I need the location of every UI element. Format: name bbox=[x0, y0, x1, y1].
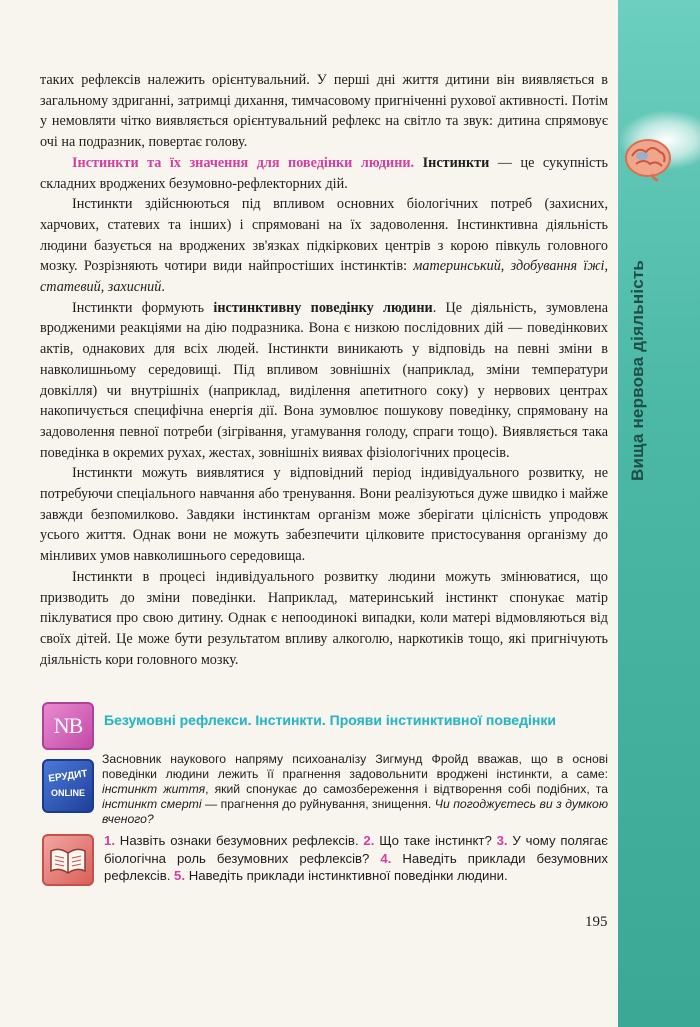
question-number: 2. bbox=[363, 833, 375, 848]
paragraph-3 bbox=[40, 194, 608, 298]
erudit-online-badge bbox=[42, 759, 94, 813]
term-life-instinct: інстинкт життя bbox=[102, 782, 206, 796]
term-death-instinct: інстинкт смерті bbox=[102, 797, 202, 811]
erudit-text bbox=[102, 752, 608, 827]
erudit-text-3: , який спонукає до самозбереження і відтворення собі подібних, та bbox=[205, 782, 608, 796]
question-number: 4. bbox=[380, 850, 392, 866]
paragraph-6: Інстинкти в процесі індивідуального розвитку людини можуть змінюватися, що призводить до зміни поведінки. Наприклад, материнський інстинкт спонукає матір піклуватися про свою дитину. Однак є непоодинокі випадки, коли матері відмовляються від своїх дітей. Це може бути результатом впливу алкоголю, наркотиків тощо, які пригнічують діяльність кори головного мозку. bbox=[40, 568, 608, 668]
paragraph-2-rest: — це сукупність складних вроджених безумовно-рефлекторних дій. bbox=[40, 154, 608, 192]
paragraph-2 bbox=[40, 153, 608, 194]
page-number: 195 bbox=[585, 914, 608, 930]
online-label: ONLINE bbox=[50, 788, 85, 798]
paragraph-3-end: . bbox=[161, 279, 165, 296]
brain-icon bbox=[622, 134, 674, 182]
review-questions bbox=[104, 832, 608, 885]
question-number: 3. bbox=[496, 833, 508, 848]
paragraph-5: Інстинкти можуть виявлятися у відповідний період індивідуального розвитку, не потребуючи спеціального навчання або тренування. Вони реалізуються дуже швидко і майже завжди безпомилково. Завдяки інстинктам організм може зберігати цілісність упродовж усього життя. Однак вони не можуть забезпечити цілковите пристосування організму до мінливих умов навколишнього середовища. bbox=[40, 465, 608, 565]
erudit-text-5: — прагнення до руйнування, знищення. bbox=[201, 797, 435, 811]
term-instinctive-behavior: інстинктивну поведінку людини bbox=[213, 299, 433, 316]
erudit-label: ЕРУДИТ bbox=[47, 768, 89, 785]
section-heading: Інстинкти та їх значення для поведінки людини. bbox=[72, 154, 415, 171]
paragraph-3-text: Інстинкти здійснюються під впливом основних біологічних потреб (захисних, харчових, статевих та інших) і спрямовані на їх задоволення. Інстинктивна діяльність людини базується на вроджених зв'язках підкіркових центрів з корою півкуль головного мозку. Розрізняють чотири види найпростіших інстинктів: bbox=[40, 196, 608, 275]
question-4: Наведіть приклади безумовних рефлексів. bbox=[104, 850, 608, 883]
term-instincts: Інстинкти bbox=[422, 154, 490, 171]
instinct-types: материнський, здобування їжі, статевий, захисний bbox=[40, 258, 609, 296]
chapter-side-title: Вища нервова діяльність bbox=[628, 259, 647, 481]
question-5: Наведіть приклади інстинктивної поведінки людини. bbox=[185, 868, 508, 883]
paragraph-4-rest: . Це діяльність, зумовлена вродженими реакціями на дію подразника. Вона є низкою послідовних дій — поведінкових актів, однакових для всіх людей. Інстинкти виникають у відповідь на певні зміни в навколишньому середовищі. Під впливом зовнішніх (наприклад, зміни температури довкілля) чи внутрішніх (наприклад, виділення апетитного соку) у нервових центрах накопичується специфічна енергія дії. Вона зумовлює пошукову поведінку, спрямовану на задоволення певної потреби (зігрівання, угамування голоду, спраги тощо). Виявляється така поведінка в окремих рухах, жестах, зовнішніх виявах фізіологічних процесів. bbox=[40, 299, 609, 461]
paragraph-1: таких рефлексів належить орієнтувальний. У перші дні життя дитини він виявляється в загальному здриганні, затримці дихання, тимчасовому пригніченні рухової активності. Потім у немовляти чітко виявляється орієнтувальний рефлекс на світло та звук: дитина спрямовує очі на подразник, повертає голову. bbox=[40, 72, 608, 151]
question-3: У чому полягає біологічна роль безумовних рефлексів? bbox=[104, 833, 608, 866]
question-number: 5. bbox=[174, 868, 186, 883]
paragraph-4-start: Інстинкти формують bbox=[72, 299, 214, 316]
erudit-question: Чи погоджуєтесь ви з думкою вченого? bbox=[102, 797, 608, 826]
question-2: Що таке інстинкт? bbox=[374, 833, 497, 848]
erudit-text-1: Засновник наукового напряму психоаналізу Зигмунд Фройд вважав, що в основі поведінки людини лежить її прагнення задовольнити вроджені інстинкти, а саме: bbox=[102, 752, 608, 781]
nb-label: NB bbox=[53, 713, 83, 738]
main-text bbox=[40, 70, 608, 670]
questions-badge bbox=[42, 834, 94, 886]
paragraph-4 bbox=[40, 298, 608, 464]
question-1: Назвіть ознаки безумовних рефлексів. bbox=[115, 833, 364, 848]
nb-badge bbox=[42, 702, 94, 750]
nb-summary-title: Безумовні рефлекси. Інстинкти. Прояви інстинктивної поведінки bbox=[104, 712, 556, 728]
open-book-icon bbox=[49, 845, 87, 875]
question-number: 1. bbox=[104, 833, 115, 848]
